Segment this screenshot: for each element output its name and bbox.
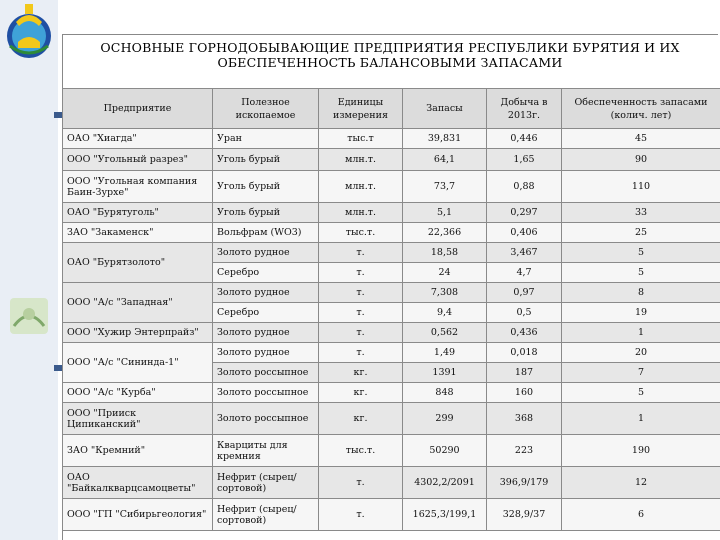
cell-reserves: 22,366 bbox=[403, 223, 487, 243]
cell-supply: 1 bbox=[562, 323, 720, 343]
cell-unit: т. bbox=[319, 343, 403, 363]
cell-reserves: 299 bbox=[403, 403, 487, 435]
cell-supply: 19 bbox=[562, 303, 720, 323]
cell-enterprise: ООО "Угольный разрез" bbox=[63, 149, 213, 171]
cell-unit: т. bbox=[319, 243, 403, 263]
table-row bbox=[63, 223, 720, 243]
cell-mineral: Золото рудное bbox=[213, 323, 319, 343]
table-row bbox=[63, 403, 720, 435]
cell-reserves: 24 bbox=[403, 263, 487, 283]
cell-unit: т. bbox=[319, 323, 403, 343]
cell-supply: 1 bbox=[562, 403, 720, 435]
cell-enterprise: ООО "Прииск Ципиканский" bbox=[63, 403, 213, 435]
cell-enterprise: ООО "ГП "Сибирьгеология" bbox=[63, 499, 213, 531]
cell-supply: 8 bbox=[562, 283, 720, 303]
cell-reserves: 50290 bbox=[403, 435, 487, 467]
cell-supply: 33 bbox=[562, 203, 720, 223]
cell-enterprise: ООО "А/с "Курба" bbox=[63, 383, 213, 403]
cell-production: 328,9/37 bbox=[487, 499, 562, 531]
emblem-watermark-icon bbox=[8, 296, 50, 336]
cell-enterprise: ОАО "Бурятуголь" bbox=[63, 203, 213, 223]
cell-reserves: 64,1 bbox=[403, 149, 487, 171]
page-title: ОСНОВНЫЕ ГОРНОДОБЫВАЮЩИЕ ПРЕДПРИЯТИЯ РЕСПУБЛИКИ БУРЯТИЯ И ИХ ОБЕСПЕЧЕННОСТЬ БАЛАНСОВЫМИ ЗАПАСАМИ bbox=[100, 40, 680, 70]
cell-production: 0,97 bbox=[487, 283, 562, 303]
cell-supply: 12 bbox=[562, 467, 720, 499]
cell-production: 223 bbox=[487, 435, 562, 467]
table-row bbox=[63, 343, 720, 363]
buryatia-emblem-icon bbox=[4, 2, 54, 64]
header-mineral: Полезное ископаемое bbox=[213, 89, 319, 129]
cell-production: 0,88 bbox=[487, 171, 562, 203]
header-reserves: Запасы bbox=[403, 89, 487, 129]
cell-enterprise: ОАО "Бурятзолото" bbox=[63, 243, 213, 283]
table-row bbox=[63, 323, 720, 343]
slide-bullet-marker bbox=[54, 112, 62, 118]
cell-enterprise: ЗАО "Закаменск" bbox=[63, 223, 213, 243]
cell-enterprise: ОАО "Байкалкварцсамоцветы" bbox=[63, 467, 213, 499]
cell-mineral: Золото рудное bbox=[213, 343, 319, 363]
cell-mineral: Уран bbox=[213, 129, 319, 149]
cell-unit: т. bbox=[319, 263, 403, 283]
cell-reserves: 848 bbox=[403, 383, 487, 403]
cell-unit: т. bbox=[319, 467, 403, 499]
cell-mineral: Золото рудное bbox=[213, 283, 319, 303]
cell-enterprise: ЗАО "Кремний" bbox=[63, 435, 213, 467]
cell-supply: 6 bbox=[562, 499, 720, 531]
slide-bullet-marker bbox=[54, 365, 62, 371]
cell-mineral: Вольфрам (WO3) bbox=[213, 223, 319, 243]
cell-production: 396,9/179 bbox=[487, 467, 562, 499]
table-row bbox=[63, 149, 720, 171]
cell-mineral: Серебро bbox=[213, 263, 319, 283]
cell-unit: млн.т. bbox=[319, 203, 403, 223]
cell-unit: кг. bbox=[319, 403, 403, 435]
cell-production: 368 bbox=[487, 403, 562, 435]
cell-reserves: 0,562 bbox=[403, 323, 487, 343]
cell-supply: 190 bbox=[562, 435, 720, 467]
header-enterprise: Предприятие bbox=[63, 89, 213, 129]
cell-enterprise: ООО "Угольная компания Баин-Зурхе" bbox=[63, 171, 213, 203]
cell-unit: тыс.т. bbox=[319, 435, 403, 467]
cell-unit: кг. bbox=[319, 383, 403, 403]
cell-production: 1,65 bbox=[487, 149, 562, 171]
table-row bbox=[63, 383, 720, 403]
cell-mineral: Золото рудное bbox=[213, 243, 319, 263]
left-decorative-band bbox=[0, 0, 58, 540]
table-row bbox=[63, 467, 720, 499]
cell-mineral: Золото россыпное bbox=[213, 363, 319, 383]
cell-enterprise: ООО "А/с "Западная" bbox=[63, 283, 213, 323]
cell-production: 3,467 bbox=[487, 243, 562, 263]
cell-production: 160 bbox=[487, 383, 562, 403]
table-row bbox=[63, 499, 720, 531]
cell-mineral: Уголь бурый bbox=[213, 149, 319, 171]
cell-mineral: Золото россыпное bbox=[213, 383, 319, 403]
table-row bbox=[63, 243, 720, 263]
cell-supply: 25 bbox=[562, 223, 720, 243]
table-row bbox=[63, 171, 720, 203]
cell-supply: 5 bbox=[562, 383, 720, 403]
cell-production: 187 bbox=[487, 363, 562, 383]
table-row bbox=[63, 129, 720, 149]
cell-production: 0,446 bbox=[487, 129, 562, 149]
header-supply: Обеспеченность запасами (колич. лет) bbox=[562, 89, 720, 129]
cell-mineral: Золото россыпное bbox=[213, 403, 319, 435]
cell-enterprise: ООО "А/с "Сининда-1" bbox=[63, 343, 213, 383]
cell-reserves: 39,831 bbox=[403, 129, 487, 149]
table-row bbox=[63, 435, 720, 467]
cell-reserves: 4302,2/2091 bbox=[403, 467, 487, 499]
cell-reserves: 1,49 bbox=[403, 343, 487, 363]
cell-supply: 110 bbox=[562, 171, 720, 203]
cell-enterprise: ООО "Хужир Энтерпрайз" bbox=[63, 323, 213, 343]
cell-mineral: Уголь бурый bbox=[213, 203, 319, 223]
table-row bbox=[63, 283, 720, 303]
cell-unit: млн.т. bbox=[319, 149, 403, 171]
cell-supply: 45 bbox=[562, 129, 720, 149]
cell-reserves: 1391 bbox=[403, 363, 487, 383]
cell-reserves: 18,58 bbox=[403, 243, 487, 263]
enterprises-table bbox=[62, 88, 720, 531]
cell-supply: 7 bbox=[562, 363, 720, 383]
header-production: Добыча в 2013г. bbox=[487, 89, 562, 129]
cell-supply: 20 bbox=[562, 343, 720, 363]
cell-reserves: 73,7 bbox=[403, 171, 487, 203]
cell-production: 0,5 bbox=[487, 303, 562, 323]
cell-unit: т. bbox=[319, 499, 403, 531]
cell-unit: т. bbox=[319, 283, 403, 303]
cell-supply: 5 bbox=[562, 243, 720, 263]
cell-reserves: 5,1 bbox=[403, 203, 487, 223]
cell-unit: тыс.т. bbox=[319, 223, 403, 243]
cell-supply: 5 bbox=[562, 263, 720, 283]
cell-mineral: Серебро bbox=[213, 303, 319, 323]
cell-reserves: 7,308 bbox=[403, 283, 487, 303]
cell-mineral: Нефрит (сырец/сортовой) bbox=[213, 499, 319, 531]
cell-unit: млн.т. bbox=[319, 171, 403, 203]
cell-unit: т. bbox=[319, 303, 403, 323]
header-unit: Единицы измерения bbox=[319, 89, 403, 129]
cell-production: 0,297 bbox=[487, 203, 562, 223]
cell-production: 4,7 bbox=[487, 263, 562, 283]
cell-mineral: Кварциты для кремния bbox=[213, 435, 319, 467]
cell-supply: 90 bbox=[562, 149, 720, 171]
cell-mineral: Уголь бурый bbox=[213, 171, 319, 203]
cell-unit: кг. bbox=[319, 363, 403, 383]
cell-reserves: 9,4 bbox=[403, 303, 487, 323]
cell-mineral: Нефрит (сырец/сортовой) bbox=[213, 467, 319, 499]
cell-production: 0,018 bbox=[487, 343, 562, 363]
cell-unit: тыс.т bbox=[319, 129, 403, 149]
cell-enterprise: ОАО "Хиагда" bbox=[63, 129, 213, 149]
table-row bbox=[63, 203, 720, 223]
cell-production: 0,406 bbox=[487, 223, 562, 243]
cell-reserves: 1625,3/199,1 bbox=[403, 499, 487, 531]
cell-production: 0,436 bbox=[487, 323, 562, 343]
